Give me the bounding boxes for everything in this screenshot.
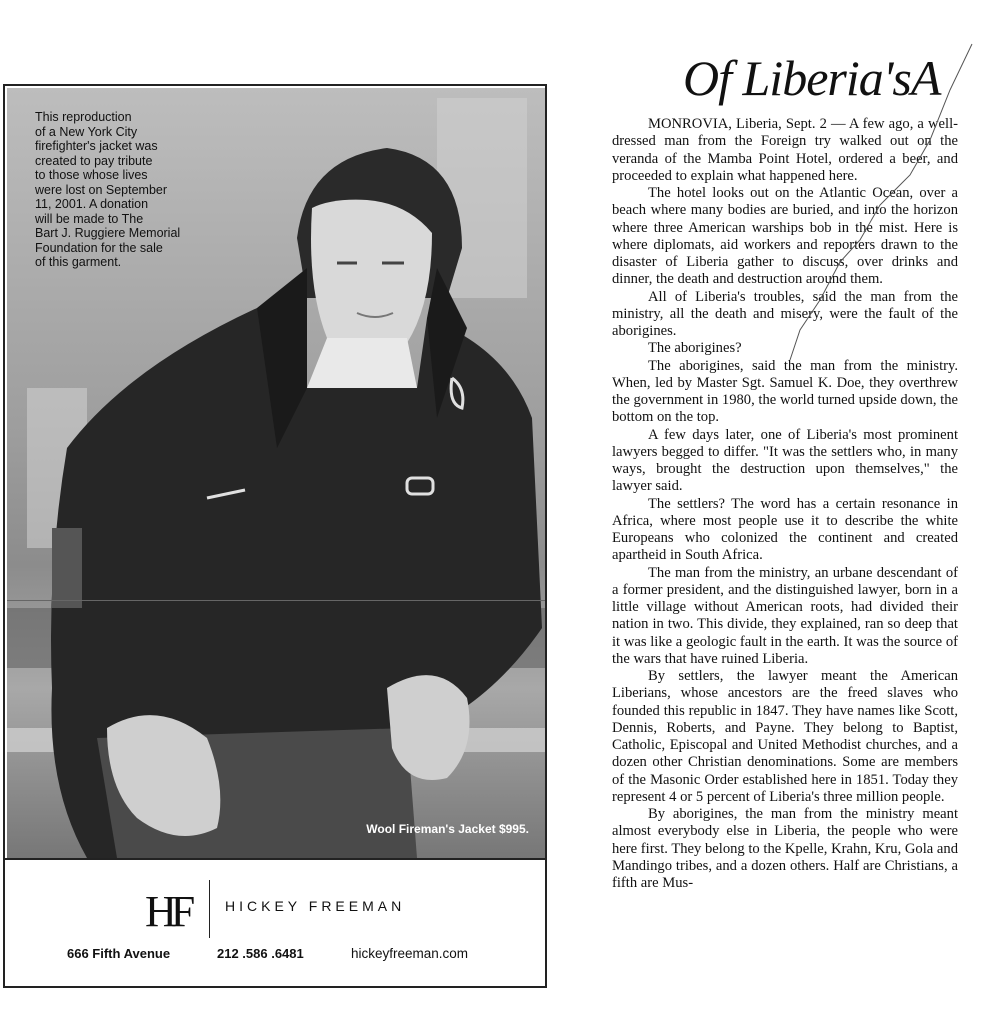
- ad-footer: [5, 858, 545, 988]
- headline-fragment: A: [910, 50, 941, 106]
- headline-text: Of Liberia's: [683, 50, 911, 106]
- page-fold-line: [7, 600, 545, 601]
- hickey-freeman-logo: HF: [145, 887, 190, 936]
- article-paragraph: The settlers? The word has a certain resonance in Africa, where most people use it to describe the white Europeans who colonized the continent and created apartheid in South Africa.: [612, 495, 958, 564]
- article-paragraph: The hotel looks out on the Atlantic Ocean, over a beach where many bodies are buried, and into the horizon where three American warships bob in the mist. Here is where diplomats, aid workers and reporters drawn to the disaster of Liberia gather to discuss, over drinks and dinner, the death and destruction around them.: [612, 185, 958, 288]
- article-paragraph: The aborigines?: [648, 340, 742, 357]
- article-paragraph: By settlers, the lawyer meant the American Liberians, whose ancestors are the freed slaves who founded this republic in 1847. They have names like Scott, Dennis, Roberts, and Payne. They belong to Baptist, Catholic, Episcopal and United Methodist churches, and a dozen other Christian denominations. Some are members of the Masonic Order established here in 1851. Today they represent 4 or 5 percent of Liberia's three million people.: [612, 668, 958, 805]
- price-caption: Wool Fireman's Jacket $995.: [366, 822, 529, 836]
- article-paragraph: All of Liberia's troubles, said the man from the ministry, all the death and misery, were the fault of the aborigines.: [612, 288, 958, 339]
- store-address: 666 Fifth Avenue: [67, 946, 171, 961]
- article-paragraph: By aborigines, the man from the ministry meant almost everybody else in Liberia, the people who were here first. They belong to the Kpelle, Krahn, Kru, Gola and Mandingo tribes, and a dozen others. Half are Christians, a fifth are Mus-: [612, 806, 958, 891]
- logo-divider: [209, 880, 210, 938]
- brand-name: HICKEY FREEMAN: [225, 898, 406, 914]
- article-paragraph: MONROVIA, Liberia, Sept. 2 — A few ago, a well-dressed man from the Foreign try walked out on the veranda of the Mamba Point Hotel, ordered a beer, and proceeded to explain what happened here.: [612, 116, 958, 184]
- article-paragraph: The aborigines, said the man from the ministry. When, led by Master Sgt. Samuel K. Doe, they overthrew the government in 1980, the world turned upside down, the bottom on the top.: [612, 357, 958, 426]
- phone-number: 212 .586 .6481: [217, 946, 304, 961]
- ad-tribute-copy: This reproduction of a New York City firefighter's jacket was created to pay tribute to those whose lives were lost on September 11, 2001. A donation will be made to The Bart J. Ruggiere Memorial Foundation for the sale of this garment.: [35, 110, 181, 269]
- article-paragraph: A few days later, one of Liberia's most prominent lawyers begged to differ. "It was the settlers who, in many ways, brought the destruction upon themselves," the lawyer said.: [612, 426, 958, 495]
- website-link[interactable]: hickeyfreeman.com: [351, 946, 469, 961]
- article-paragraph: The man from the ministry, an urbane descendant of a former president, and the distinguished lawyer, born in a little village without American roots, had divided their nation in two. This divide, they explained, ran so deep that it was like a geologic fault in the earth. It was the source of the wars that have ruined Liberia.: [612, 564, 958, 667]
- torn-paper-edge: [0, 0, 1000, 400]
